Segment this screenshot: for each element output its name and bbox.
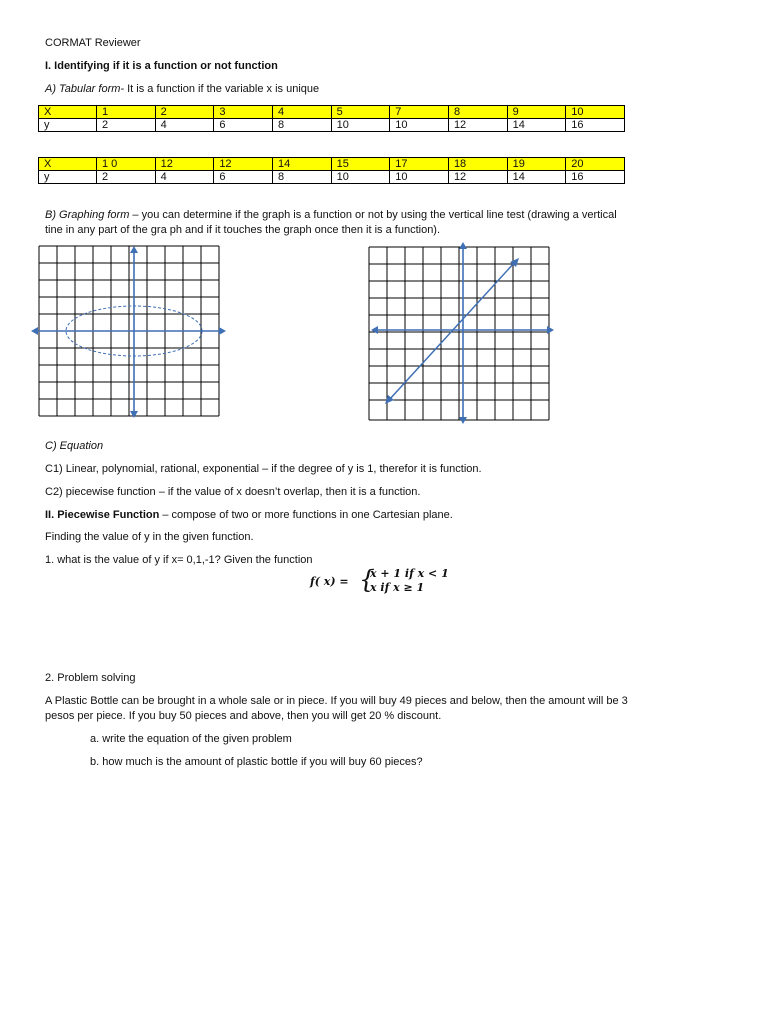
table-cell: 7 bbox=[390, 106, 449, 119]
problem-text-2: pesos per piece. If you buy 50 pieces and above, then you will get 20 % discount. bbox=[45, 710, 442, 722]
table-row bbox=[39, 106, 625, 119]
table-cell: 4 bbox=[272, 106, 331, 119]
table-cell: 18 bbox=[448, 158, 507, 171]
function-table-1 bbox=[38, 105, 625, 132]
graphing-form-label: B) Graphing form bbox=[45, 209, 130, 221]
table-cell: 16 bbox=[566, 119, 625, 132]
table-cell: 12 bbox=[214, 158, 273, 171]
table-cell: 17 bbox=[390, 158, 449, 171]
table-cell: 8 bbox=[272, 119, 331, 132]
question-1: 1. what is the value of y if x= 0,1,-1? Given the function bbox=[45, 554, 313, 566]
equation-c1: C1) Linear, polynomial, rational, exponential – if the degree of y is 1, therefor it is function. bbox=[45, 463, 482, 475]
table-cell: 2 bbox=[97, 171, 156, 184]
problem-text-1: A Plastic Bottle can be brought in a whole sale or in piece. If you will buy 49 pieces and below, then the amount will be 3 bbox=[45, 695, 628, 707]
section-2-heading-rest: – compose of two or more functions in one Cartesian plane. bbox=[159, 509, 453, 521]
table-cell: 1 bbox=[97, 106, 156, 119]
table-cell: 10 bbox=[390, 119, 449, 132]
question-2: 2. Problem solving bbox=[45, 672, 136, 684]
formula-lhs: f( x) = bbox=[310, 575, 349, 588]
table-cell: 19 bbox=[507, 158, 566, 171]
table-cell: 6 bbox=[214, 119, 273, 132]
table-cell: 12 bbox=[448, 119, 507, 132]
graphing-form-line-2: tine in any part of the gra ph and if it touches the graph once then it is a function). bbox=[45, 224, 441, 236]
table-cell: 10 bbox=[566, 106, 625, 119]
table-cell: 6 bbox=[214, 171, 273, 184]
table-cell: 20 bbox=[566, 158, 625, 171]
formula-brace: { bbox=[359, 565, 375, 594]
section-2-heading: II. Piecewise Function bbox=[45, 509, 160, 521]
sub-question-a: a. write the equation of the given problem bbox=[90, 733, 292, 745]
graphing-form-text: – you can determine if the graph is a function or not by using the vertical line test (drawing a vertical bbox=[129, 209, 617, 221]
tabular-form-line bbox=[45, 83, 319, 95]
tabular-form-label: A) Tabular form- bbox=[45, 83, 125, 95]
table-cell: 12 bbox=[448, 171, 507, 184]
sub-question-b: b. how much is the amount of plastic bottle if you will buy 60 pieces? bbox=[90, 756, 423, 768]
table-cell: 8 bbox=[448, 106, 507, 119]
table-cell: 15 bbox=[331, 158, 390, 171]
table-cell: 5 bbox=[331, 106, 390, 119]
ellipse-graph bbox=[30, 244, 230, 419]
table-cell: 14 bbox=[507, 119, 566, 132]
table-cell: 10 bbox=[331, 171, 390, 184]
table-cell: 4 bbox=[155, 171, 214, 184]
equation-label: C) Equation bbox=[45, 440, 104, 452]
section-2-heading-line bbox=[45, 509, 453, 521]
table-cell: 14 bbox=[272, 158, 331, 171]
table-cell: 12 bbox=[155, 158, 214, 171]
table-cell: 10 bbox=[390, 171, 449, 184]
function-table-2 bbox=[38, 157, 625, 184]
table-row bbox=[39, 119, 625, 132]
table-cell: y bbox=[39, 119, 97, 132]
formula-case-1: x + 1 if x < 1 bbox=[370, 567, 449, 580]
finding-text: Finding the value of y in the given function. bbox=[45, 531, 254, 543]
axes bbox=[371, 242, 554, 424]
table-cell: 3 bbox=[214, 106, 273, 119]
table-cell: 9 bbox=[507, 106, 566, 119]
table-cell: X bbox=[39, 158, 97, 171]
table-cell: 2 bbox=[97, 119, 156, 132]
table-cell: 4 bbox=[155, 119, 214, 132]
graphing-form-line-1 bbox=[45, 209, 617, 221]
table-cell: 8 bbox=[272, 171, 331, 184]
grid-lines bbox=[369, 247, 549, 420]
formula-case-2: x if x ≥ 1 bbox=[370, 581, 425, 594]
table-cell: 16 bbox=[566, 171, 625, 184]
table-cell: 1 0 bbox=[97, 158, 156, 171]
line-graph bbox=[360, 240, 560, 430]
table-cell: 2 bbox=[155, 106, 214, 119]
table-cell: 10 bbox=[331, 119, 390, 132]
tabular-form-text: It is a function if the variable x is unique bbox=[124, 83, 320, 95]
table-cell: 14 bbox=[507, 171, 566, 184]
table-row bbox=[39, 158, 625, 171]
equation-c2: C2) piecewise function – if the value of x doesn’t overlap, then it is a function. bbox=[45, 486, 421, 498]
table-cell: y bbox=[39, 171, 97, 184]
table-row bbox=[39, 171, 625, 184]
table-cell: X bbox=[39, 106, 97, 119]
document-title: CORMAT Reviewer bbox=[45, 37, 141, 49]
section-1-heading: I. Identifying if it is a function or not function bbox=[45, 60, 278, 72]
